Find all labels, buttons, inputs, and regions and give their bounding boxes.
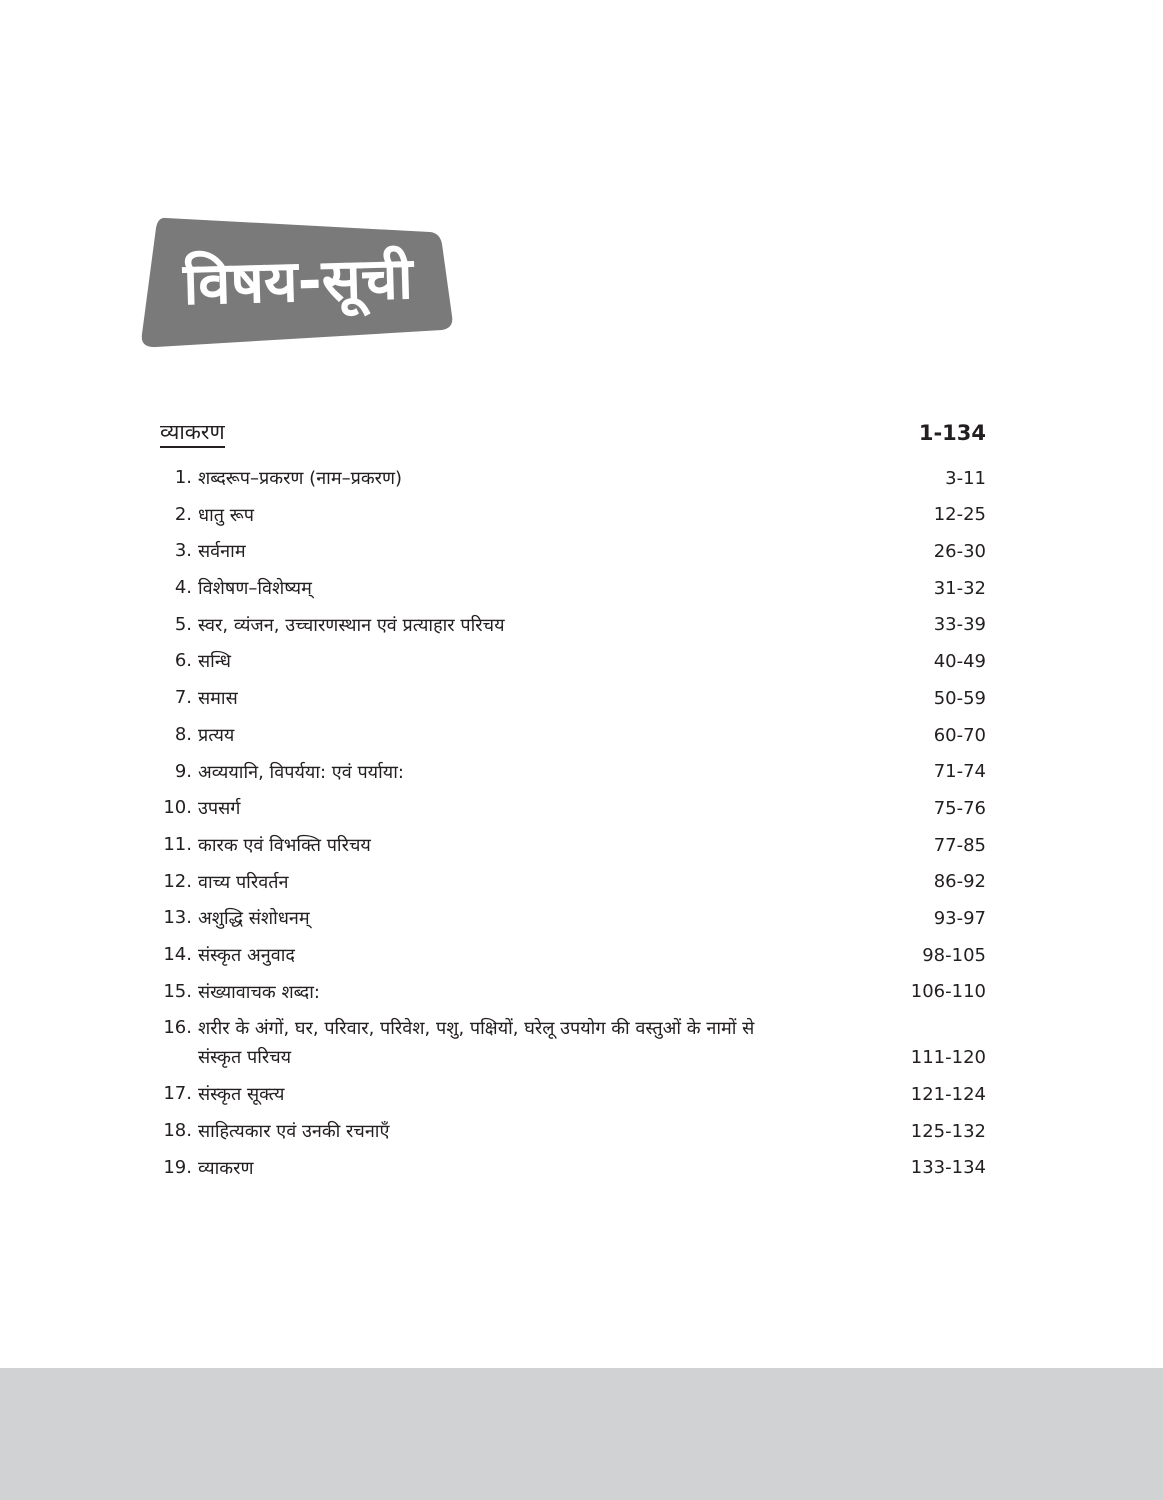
item-number: 17. bbox=[163, 1083, 192, 1105]
item-title: कारक एवं विभक्ति परिचय bbox=[198, 834, 371, 856]
item-title: धातु रूप bbox=[198, 504, 254, 526]
item-title: व्याकरण bbox=[198, 1157, 254, 1179]
item-pages: 31-32 bbox=[933, 577, 986, 599]
item-title: संख्यावाचक शब्दा: bbox=[198, 981, 320, 1003]
item-pages: 75-76 bbox=[933, 797, 986, 819]
toc-item bbox=[160, 974, 986, 1011]
toc-item bbox=[160, 1113, 986, 1150]
section-header bbox=[160, 418, 986, 450]
footer-band bbox=[0, 1368, 1163, 1500]
toc-item bbox=[160, 827, 986, 864]
toc-list bbox=[160, 460, 986, 1186]
toc-item bbox=[160, 717, 986, 754]
item-pages: 71-74 bbox=[933, 761, 986, 783]
toc-item bbox=[160, 864, 986, 901]
item-pages: 3-11 bbox=[945, 467, 986, 489]
item-number: 10. bbox=[163, 797, 192, 819]
item-title: विशेषण–विशेष्यम् bbox=[198, 578, 312, 600]
item-title: समास bbox=[198, 688, 238, 710]
item-pages: 121-124 bbox=[910, 1084, 986, 1105]
toc-item bbox=[160, 607, 986, 644]
item-pages: 93-97 bbox=[933, 907, 986, 929]
toc-item bbox=[160, 754, 986, 791]
item-number: 9. bbox=[174, 760, 192, 782]
toc-item bbox=[160, 790, 986, 827]
item-number: 7. bbox=[174, 687, 192, 709]
item-number: 13. bbox=[163, 907, 192, 929]
section-pages: 1-134 bbox=[918, 421, 986, 445]
toc-item bbox=[160, 1150, 986, 1187]
toc-item bbox=[160, 460, 986, 497]
item-number: 1. bbox=[174, 467, 192, 488]
item-title: प्रत्यय bbox=[198, 724, 235, 746]
title-banner bbox=[138, 212, 456, 350]
item-title: सन्धि bbox=[198, 651, 231, 673]
item-pages: 98-105 bbox=[922, 944, 986, 966]
item-number: 2. bbox=[174, 503, 192, 525]
item-pages: 60-70 bbox=[933, 724, 986, 746]
item-title: सर्वनाम bbox=[198, 541, 246, 563]
toc-item bbox=[160, 533, 986, 570]
item-pages: 125-132 bbox=[910, 1120, 986, 1142]
item-number: 16. bbox=[163, 1017, 192, 1039]
item-pages: 26-30 bbox=[933, 541, 986, 563]
toc-item bbox=[160, 643, 986, 680]
item-title: शरीर के अंगों, घर, परिवार, परिवेश, पशु, पक्षियों, घरेलू उपयोग की वस्तुओं के नामों से संस्कृत परिचय bbox=[198, 1018, 755, 1069]
toc-item bbox=[160, 497, 986, 534]
item-title: अशुद्धि संशोधनम् bbox=[198, 908, 310, 930]
item-number: 19. bbox=[163, 1156, 192, 1178]
item-pages: 77-85 bbox=[933, 834, 986, 856]
item-pages: 106-110 bbox=[910, 981, 986, 1003]
item-number: 18. bbox=[163, 1120, 192, 1141]
item-title: साहित्यकार एवं उनकी रचनाएँ bbox=[198, 1121, 390, 1142]
item-title: स्वर, व्यंजन, उच्चारणस्थान एवं प्रत्याहार परिचय bbox=[198, 614, 505, 636]
item-number: 5. bbox=[174, 613, 192, 635]
item-title: संस्कृत सूक्त्य bbox=[198, 1084, 285, 1106]
item-pages: 33-39 bbox=[933, 614, 986, 636]
item-number: 8. bbox=[174, 723, 192, 745]
page-title: विषय-सूची bbox=[182, 244, 414, 318]
item-number: 12. bbox=[163, 870, 192, 892]
toc-item bbox=[160, 937, 986, 974]
item-title: शब्दरूप–प्रकरण (नाम–प्रकरण) bbox=[198, 468, 403, 489]
toc-item bbox=[160, 1076, 986, 1113]
toc-item bbox=[160, 1010, 986, 1076]
item-pages: 86-92 bbox=[933, 871, 986, 893]
item-pages: 40-49 bbox=[933, 651, 986, 673]
item-title: संस्कृत अनुवाद bbox=[198, 944, 295, 966]
item-number: 3. bbox=[174, 540, 192, 562]
item-title: वाच्य परिवर्तन bbox=[198, 871, 289, 893]
toc-item bbox=[160, 680, 986, 717]
item-number: 6. bbox=[174, 650, 192, 672]
toc-item bbox=[160, 570, 986, 607]
item-number: 4. bbox=[174, 577, 192, 599]
item-pages: 12-25 bbox=[933, 504, 986, 526]
item-title: उपसर्ग bbox=[198, 798, 241, 820]
item-number: 14. bbox=[163, 943, 192, 965]
item-number: 11. bbox=[163, 833, 192, 855]
item-pages: 111-120 bbox=[910, 1047, 986, 1069]
toc-item bbox=[160, 900, 986, 937]
item-title: अव्ययानि, विपर्यया: एवं पर्याया: bbox=[198, 761, 404, 783]
section-title: व्याकरण bbox=[160, 418, 225, 448]
item-number: 15. bbox=[163, 980, 192, 1002]
item-pages: 50-59 bbox=[933, 687, 986, 709]
item-pages: 133-134 bbox=[910, 1157, 986, 1179]
